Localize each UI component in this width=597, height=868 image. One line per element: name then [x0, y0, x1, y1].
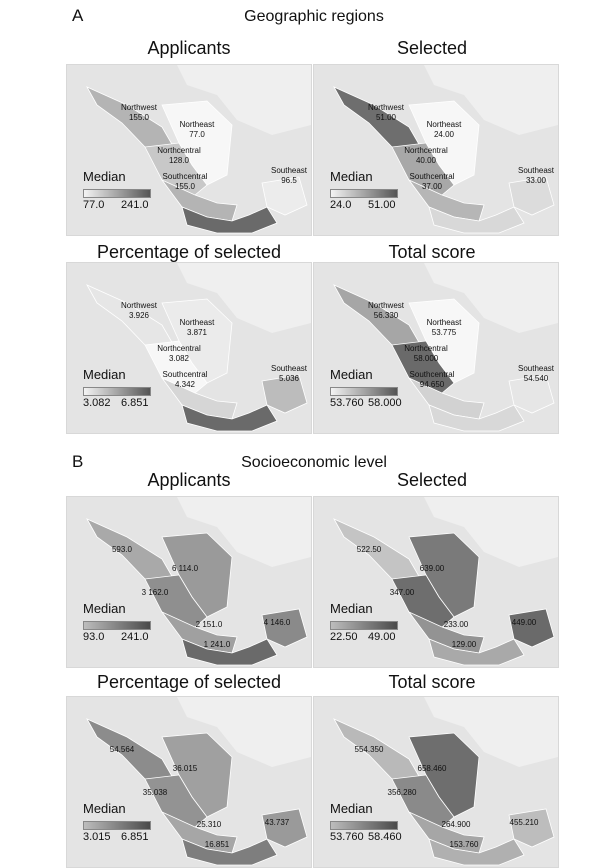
legend-min-label: 24.0 [330, 199, 352, 211]
panel-title: Total score [388, 672, 476, 692]
legend-max-label: 58.000 [368, 397, 402, 409]
legend-title: Median [83, 801, 126, 816]
region-name-label: Southcentral [409, 172, 455, 181]
region-name-label: Northeast [426, 120, 462, 129]
legend-max-label: 49.00 [368, 631, 396, 643]
map-panel [313, 696, 559, 868]
region-name-label: Northwest [120, 103, 158, 112]
legend-gradient-bar [83, 387, 151, 396]
region-value-label: 3.926 [128, 311, 150, 320]
region-value-label: 3.082 [168, 354, 190, 363]
region-name-label: Southcentral [162, 370, 208, 379]
region-value-label: 2 151.0 [195, 620, 223, 629]
legend-max-label: 241.0 [121, 631, 149, 643]
region-value-label: 24.00 [433, 130, 455, 139]
region-name-label: Southeast [270, 364, 308, 373]
region-value-label: 53.775 [431, 328, 457, 337]
region-value-label: 54.564 [109, 745, 135, 754]
legend-min-label: 93.0 [83, 631, 105, 643]
section-b-title: Socioeconomic level [241, 454, 387, 471]
region-value-label: 1 241.0 [203, 640, 231, 649]
panel-title: Selected [396, 470, 468, 490]
region-name-label: Northwest [367, 103, 405, 112]
map-panel [313, 262, 559, 434]
legend-min-label: 22.50 [330, 631, 358, 643]
region-value-label: 96.5 [281, 176, 297, 185]
map-panel [313, 64, 559, 236]
legend-title: Median [83, 601, 126, 616]
panel-title: Applicants [147, 38, 231, 58]
region-value-label: 37.00 [421, 182, 443, 191]
region-value-label: 25.310 [196, 820, 222, 829]
legend-gradient-bar [330, 189, 398, 198]
panel-title: Selected [396, 38, 468, 58]
region-value-label: 4.342 [174, 380, 196, 389]
region-name-label: Northeast [179, 120, 215, 129]
panel-title: Total score [388, 242, 476, 262]
legend-min-label: 77.0 [83, 199, 105, 211]
region-name-label: Northcentral [404, 146, 448, 155]
legend-min-label: 3.082 [83, 397, 111, 409]
region-name-label: Northwest [120, 301, 158, 310]
region-name-label: Northeast [179, 318, 215, 327]
legend-max-label: 58.460 [368, 831, 402, 843]
region-value-label: 639.00 [419, 564, 445, 573]
region-value-label: 36.015 [172, 764, 198, 773]
legend-min-label: 53.760 [330, 831, 364, 843]
region-value-label: 233.00 [443, 620, 469, 629]
region-value-label: 56.330 [373, 311, 399, 320]
map-panel [66, 64, 312, 236]
region-value-label: 54.540 [523, 374, 549, 383]
section-a-letter: A [72, 6, 84, 25]
region-value-label: 58.000 [413, 354, 439, 363]
region-value-label: 129.00 [451, 640, 477, 649]
region-value-label: 356.280 [387, 788, 417, 797]
region-value-label: 94.650 [419, 380, 445, 389]
legend-gradient-bar [83, 821, 151, 830]
legend-title: Median [83, 367, 126, 382]
region-value-label: 5.036 [278, 374, 300, 383]
map-panel [66, 262, 312, 434]
legend-gradient-bar [83, 621, 151, 630]
map-panel [66, 696, 312, 868]
panel-title: Percentage of selected [96, 242, 282, 262]
legend-max-label: 6.851 [121, 397, 149, 409]
region-value-label: 35.038 [142, 788, 168, 797]
region-value-label: 33.00 [525, 176, 547, 185]
region-value-label: 455.210 [509, 818, 539, 827]
region-value-label: 155.0 [128, 113, 150, 122]
region-name-label: Southeast [517, 364, 555, 373]
region-value-label: 554.350 [354, 745, 384, 754]
region-value-label: 153.760 [449, 840, 479, 849]
region-value-label: 449.00 [511, 618, 537, 627]
legend-gradient-bar [330, 387, 398, 396]
legend-max-label: 241.0 [121, 199, 149, 211]
region-value-label: 658.460 [417, 764, 447, 773]
region-value-label: 40.00 [415, 156, 437, 165]
region-name-label: Northcentral [157, 146, 201, 155]
map-panel [313, 496, 559, 668]
legend-min-label: 3.015 [83, 831, 111, 843]
legend-gradient-bar [330, 621, 398, 630]
region-value-label: 128.0 [168, 156, 190, 165]
region-name-label: Southeast [517, 166, 555, 175]
region-value-label: 77.0 [189, 130, 205, 139]
section-b-letter: B [72, 452, 84, 471]
region-value-label: 264.900 [441, 820, 471, 829]
map-panel [66, 496, 312, 668]
panel-title: Percentage of selected [96, 672, 282, 692]
region-value-label: 4 146.0 [263, 618, 291, 627]
region-value-label: 16.851 [204, 840, 230, 849]
legend-title: Median [83, 169, 126, 184]
legend-gradient-bar [83, 189, 151, 198]
region-value-label: 593.0 [111, 545, 133, 554]
section-a-title: Geographic regions [244, 8, 384, 25]
legend-max-label: 51.00 [368, 199, 396, 211]
region-value-label: 522.50 [356, 545, 382, 554]
region-name-label: Northcentral [404, 344, 448, 353]
region-value-label: 51.00 [375, 113, 397, 122]
region-name-label: Northcentral [157, 344, 201, 353]
panel-title: Applicants [147, 470, 231, 490]
region-value-label: 155.0 [174, 182, 196, 191]
region-value-label: 3 162.0 [141, 588, 169, 597]
region-name-label: Northwest [367, 301, 405, 310]
region-value-label: 6 114.0 [171, 564, 199, 573]
legend-title: Median [330, 169, 373, 184]
region-value-label: 3.871 [186, 328, 208, 337]
region-value-label: 43.737 [264, 818, 290, 827]
region-value-label: 347.00 [389, 588, 415, 597]
legend-title: Median [330, 801, 373, 816]
region-name-label: Northeast [426, 318, 462, 327]
legend-title: Median [330, 601, 373, 616]
legend-min-label: 53.760 [330, 397, 364, 409]
region-name-label: Southcentral [409, 370, 455, 379]
legend-gradient-bar [330, 821, 398, 830]
legend-title: Median [330, 367, 373, 382]
region-name-label: Southeast [270, 166, 308, 175]
region-name-label: Southcentral [162, 172, 208, 181]
legend-max-label: 6.851 [121, 831, 149, 843]
